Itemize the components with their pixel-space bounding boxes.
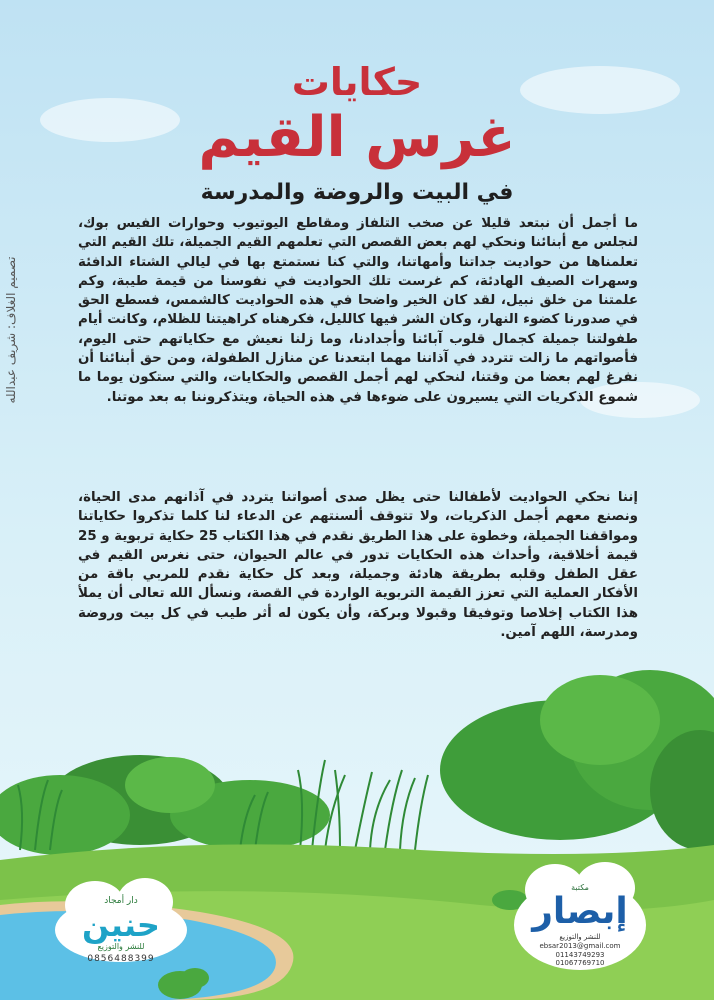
publisher-name: إبصار <box>532 891 628 932</box>
publisher-tagline: للنشر والتوزيع <box>97 942 145 951</box>
publisher-phone: 01143749293 <box>555 951 605 959</box>
publisher-tagline: للنشر والتوزيع <box>559 933 601 941</box>
book-title: غرس القيم <box>198 105 516 170</box>
publisher-name: حنين <box>82 906 160 944</box>
book-subtitle: في البيت والروضة والمدرسة <box>200 180 514 205</box>
blurb-paragraph-1: ما أجمل أن نبتعد قليلا عن صخب التلفاز ومقاطع اليوتيوب وحوارات الفيس بوك، لنجلس مع أبنائنا ونحكي لهم بعض القصص التي تعلمهم القيم الجميلة، تلك القيم التي تعلمناها من حواديت جداتنا وأمهاتنا، والتي كنا نستمتع بها في ليالي الشتاء الدافئة وسهرات الصيف الهادئة، كم غرست تلك الحواديت في نفوسنا من قيمة طيبة، وكم علمتنا من خلق نبيل، لقد كان الخير واضحا في هذه الحواديت كالشمس، فسطع الحق في صدورنا كضوء النهار، وكان الشر فيها كالليل، فكرهناه كراهيتنا للظلام، وكانت أيام طفولتنا جميلة كجمال قلوب آبائنا وأجدادنا، وما زلنا نعيش مع حكاياتهم حتى اليوم، فأصواتهم ما زالت تتردد في آذاننا مهما ابتعدنا عن منازل الطفولة، ومن حق أبنائنا أن نفرغ لهم بعضا من وقتنا، لنحكي لهم أجمل القصص والحكايات، والتي ستكون يوما ما شموع الذكريات التي يسيرون على ضوءها في هذه الحياة، ويتذكروننا به بعد موتنا. <box>78 216 638 405</box>
cover-design-credit: تصميم الغلاف: شريف عبدالله <box>4 256 18 404</box>
publisher-phone: 01067769710 <box>555 959 605 967</box>
publisher-phone: 0856488399 <box>87 954 155 964</box>
publisher-logo-haneen <box>46 888 196 968</box>
series-title: حكايات <box>291 60 423 104</box>
tree-line <box>0 670 714 855</box>
publisher-logo-ebsar <box>510 875 650 970</box>
blurb-paragraph-2: إننا نحكي الحواديت لأطفالنا حتى يظل صدى أصواتنا يتردد في آذانهم مدى الحياة، ونصنع معهم أجمل الذكريات، ولا تتوقف ألسنتهم عن الدعاء لنا كلما تذكروا حكاياتنا ومواقفنا الجميلة، وخطوة على هذا الطريق نقدم في هذا الكتاب 25 حكاية تربوية و 25 قيمة أخلاقية، وأحداث هذه الحكايات تدور في عالم الحيوان، حتى نغرس القيم في عقل الطفل وقلبه بطريقة هادئة وجميلة، وبعد كل حكاية نقدم للمربي باقة من الأفكار العملية التي تعزز القيمة التربوية الواردة في القصة، ونسأل الله تعالى أن يملأ هذا الكتاب إخلاصا وتوفيقا وقبولا وبركة، وأن يكون له أثر طيب في كل بيت وروضة ومدرسة، اللهم آمين. <box>78 490 639 641</box>
publisher-email: ebsar2013@gmail.com <box>539 942 621 950</box>
publisher-house-label: مكتبة <box>571 883 589 892</box>
publisher-house-label: دار أمجاد <box>104 896 138 906</box>
